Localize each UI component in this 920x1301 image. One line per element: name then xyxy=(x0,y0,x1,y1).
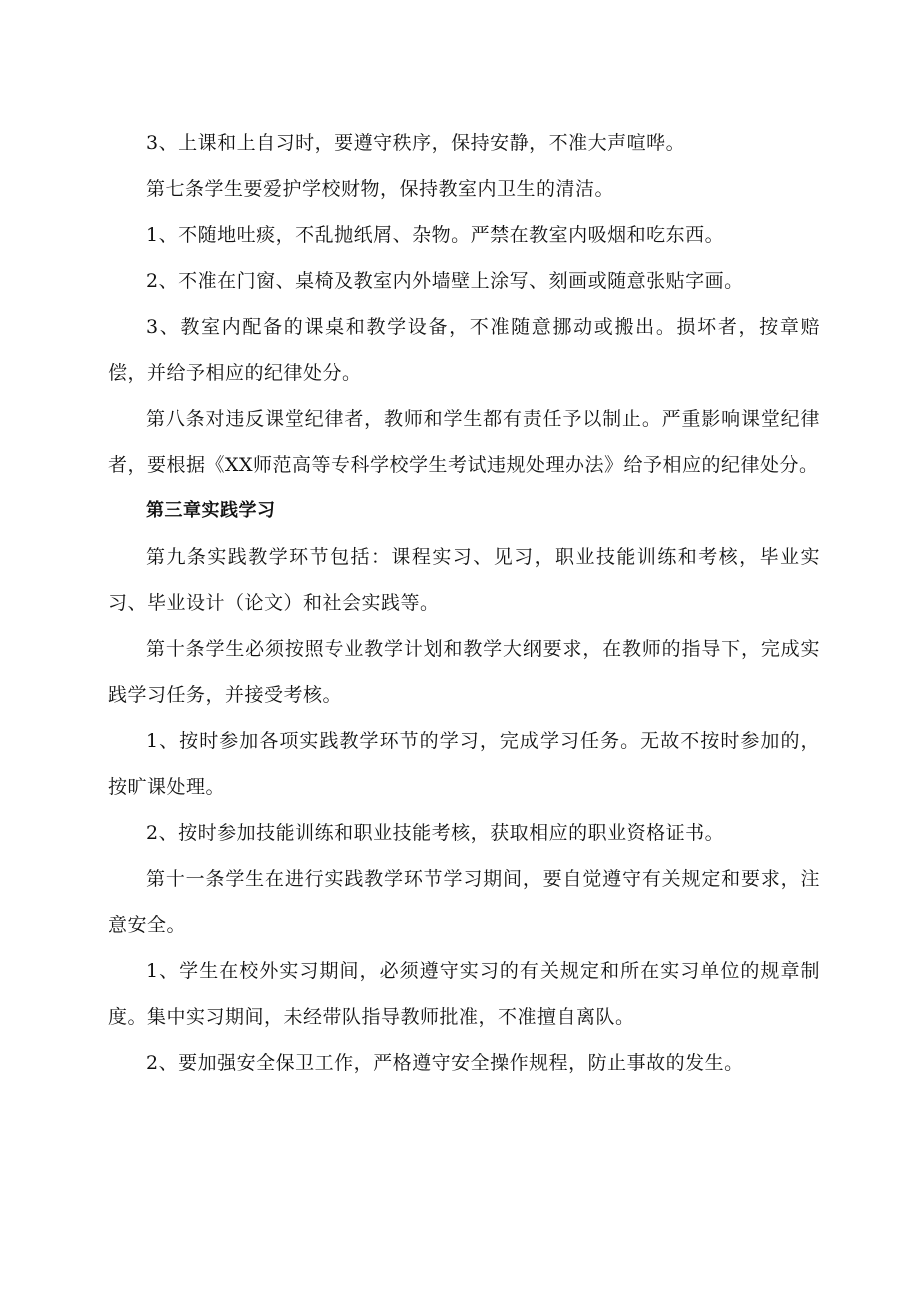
clause-paragraph: 2、按时参加技能训练和职业技能考核，获取相应的职业资格证书。 xyxy=(146,822,725,844)
document-body xyxy=(108,120,820,1086)
clause-paragraph: 第十条学生必须按照专业教学计划和教学大纲要求，在教师的指导下，完成实践学习任务，并接受考核。 xyxy=(108,638,820,706)
clause-paragraph: 第十一条学生在进行实践教学环节学习期间，要自觉遵守有关规定和要求，注意安全。 xyxy=(108,868,820,936)
clause-paragraph: 2、不准在门窗、桌椅及教室内外墙壁上涂写、刻画或随意张贴字画。 xyxy=(146,270,744,292)
chapter-heading: 第三章实践学习 xyxy=(146,500,276,521)
clause-paragraph: 1、按时参加各项实践教学环节的学习，完成学习任务。无故不按时参加的，按旷课处理。 xyxy=(108,730,820,798)
clause-paragraph: 3、上课和上自习时，要遵守秩序，保持安静，不准大声喧哗。 xyxy=(146,132,686,154)
clause-paragraph: 2、要加强安全保卫工作，严格遵守安全操作规程，防止事故的发生。 xyxy=(146,1052,744,1074)
clause-paragraph: 第八条对违反课堂纪律者，教师和学生都有责任予以制止。严重影响课堂纪律者，要根据《XX师范高等专科学校学生考试违规处理办法》给予相应的纪律处分。 xyxy=(108,408,820,476)
clause-paragraph: 1、学生在校外实习期间，必须遵守实习的有关规定和所在实习单位的规章制度。集中实习期间，未经带队指导教师批准，不准擅自离队。 xyxy=(108,960,820,1028)
clause-paragraph: 3、教室内配备的课桌和教学设备，不准随意挪动或搬出。损坏者，按章赔偿，并给予相应的纪律处分。 xyxy=(108,316,820,384)
clause-paragraph: 第九条实践教学环节包括：课程实习、见习，职业技能训练和考核，毕业实习、毕业设计（论文）和社会实践等。 xyxy=(108,546,820,614)
clause-paragraph: 第七条学生要爱护学校财物，保持教室内卫生的清洁。 xyxy=(146,178,615,200)
clause-paragraph: 1、不随地吐痰，不乱抛纸屑、杂物。严禁在教室内吸烟和吃东西。 xyxy=(146,224,725,246)
